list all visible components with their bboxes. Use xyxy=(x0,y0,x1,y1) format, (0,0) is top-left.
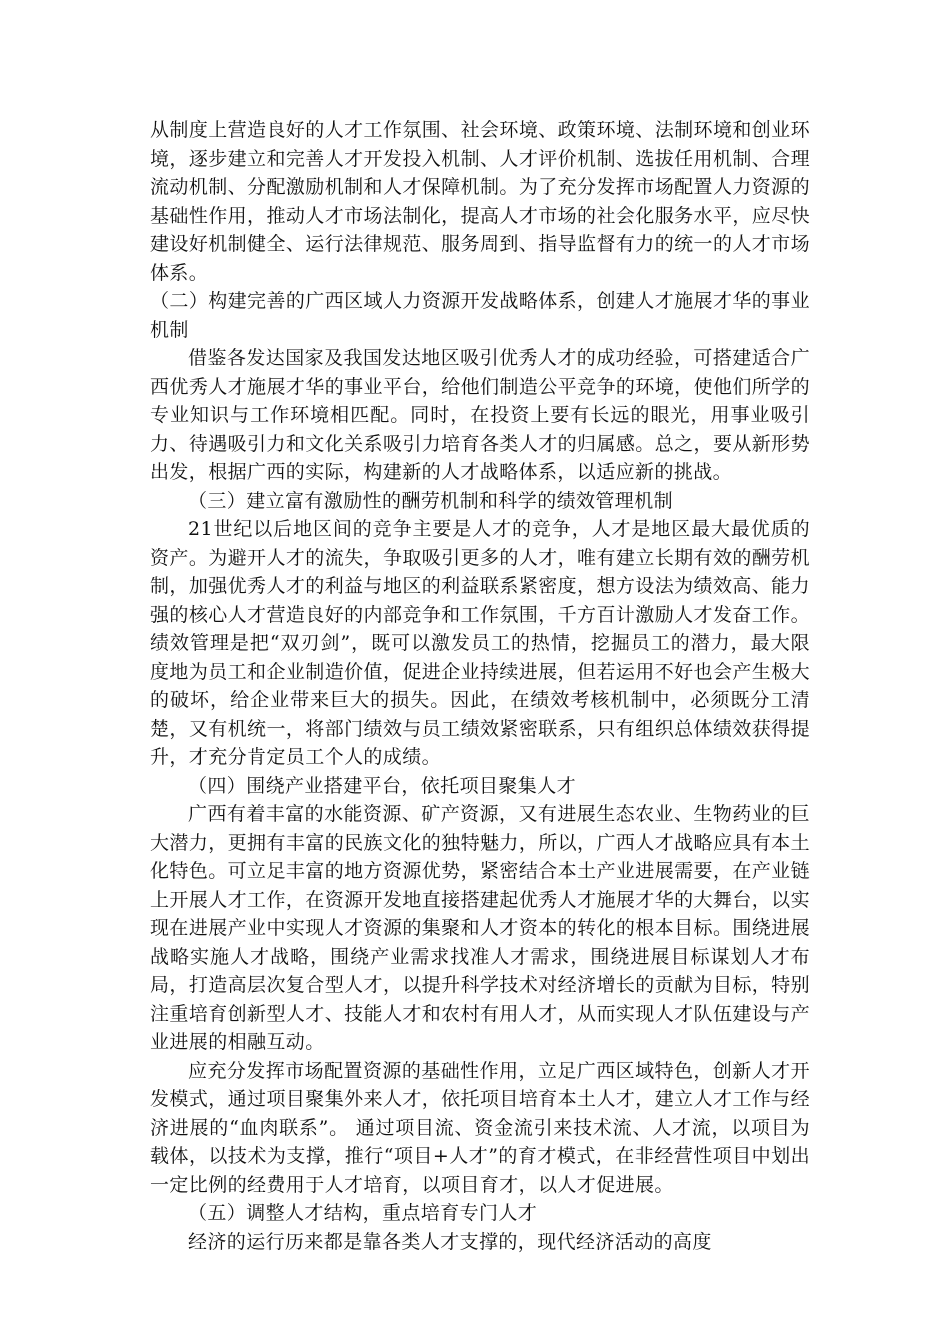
paragraph-continuation: 从制度上营造良好的人才工作氛围、社会环境、政策环境、法制环境和创业环境，逐步建立和完善人才开发投入机制、人才评价机制、选拔任用机制、合理流动机制、分配激励机制和人才保障机制。为了充分发挥市场配置人力资源的基础性作用，推动人才市场法制化，提高人才市场的社会化服务水平，应尽快建设好机制健全、运行法律规范、服务周到、指导监督有力的统一的人才市场体系。 xyxy=(150,119,810,284)
paragraph-section-4-b: 应充分发挥市场配置资源的基础性作用，立足广西区域特色，创新人才开发模式，通过项目聚集外来人才，依托项目培育本土人才，建立人才工作与经济进展的“血肉联系”。 通过项目流、资金流引来技术流、人才流，以项目为载体，以技术为支撑，推行“项目+人才”的育才模式，在非经营性项目中划出一定比例的经费用于人才培育，以项目育才，以人才促进展。 xyxy=(150,1059,810,1196)
paragraph-section-2: 借鉴各发达国家及我国发达地区吸引优秀人才的成功经验，可搭建适合广西优秀人才施展才华的事业平台，给他们制造公平竞争的环境，使他们所学的专业知识与工作环境相匹配。同时，在投资上要有长远的眼光，用事业吸引力、待遇吸引力和文化关系吸引力培育各类人才的归属感。总之，要从新形势出发，根据广西的实际，构建新的人才战略体系，以适应新的挑战。 xyxy=(150,347,810,483)
document-body xyxy=(150,116,810,1256)
section-heading-4: （四）围绕产业搭建平台，依托项目聚集人才 xyxy=(188,774,577,797)
paragraph-section-5: 经济的运行历来都是靠各类人才支撑的，现代经济活动的高度 xyxy=(188,1230,712,1253)
paragraph-section-4-a: 广西有着丰富的水能资源、矿产资源，又有进展生态农业、生物药业的巨大潜力，更拥有丰富的民族文化的独特魅力，所以，广西人才战略应具有本土化特色。可立足丰富的地方资源优势，紧密结合本土产业进展需要，在产业链上开展人才工作，在资源开发地直接搭建起优秀人才施展才华的大舞台，以实现在进展产业中实现人才资源的集聚和人才资本的转化的根本目标。围绕进展战略实施人才战略，围绕产业需求找准人才需求，围绕进展目标谋划人才布局，打造高层次复合型人才，以提升科学技术对经济增长的贡献为目标，特别注重培育创新型人才、技能人才和农村有用人才，从而实现人才队伍建设与产业进展的相融互动。 xyxy=(150,803,810,1053)
section-heading-5: （五）调整人才结构，重点培育专门人才 xyxy=(188,1202,538,1224)
section-heading-3: （三）建立富有激励性的酬劳机制和科学的绩效管理机制 xyxy=(188,489,674,512)
paragraph-section-3: 21世纪以后地区间的竞争主要是人才的竞争，人才是地区最大最优质的资产。为避开人才的流失，争取吸引更多的人才，唯有建立长期有效的酬劳机制，加强优秀人才的利益与地区的利益联系紧密度，想方设法为绩效高、能力强的核心人才营造良好的内部竞争和工作氛围，千方百计激励人才发奋工作。绩效管理是把“双刃剑”，既可以激发员工的热情，挖掘员工的潜力，最大限度地为员工和企业制造价值，促进企业持续进展，但若运用不好也会产生极大的破坏，给企业带来巨大的损失。因此，在绩效考核机制中，必须既分工清楚，又有机统一，将部门绩效与员工绩效紧密联系，只有组织总体绩效获得提升，才充分肯定员工个人的成绩。 xyxy=(150,518,810,768)
section-heading-2: （二）构建完善的广西区域人力资源开发战略体系，创建人才施展才华的事业机制 xyxy=(150,290,810,341)
